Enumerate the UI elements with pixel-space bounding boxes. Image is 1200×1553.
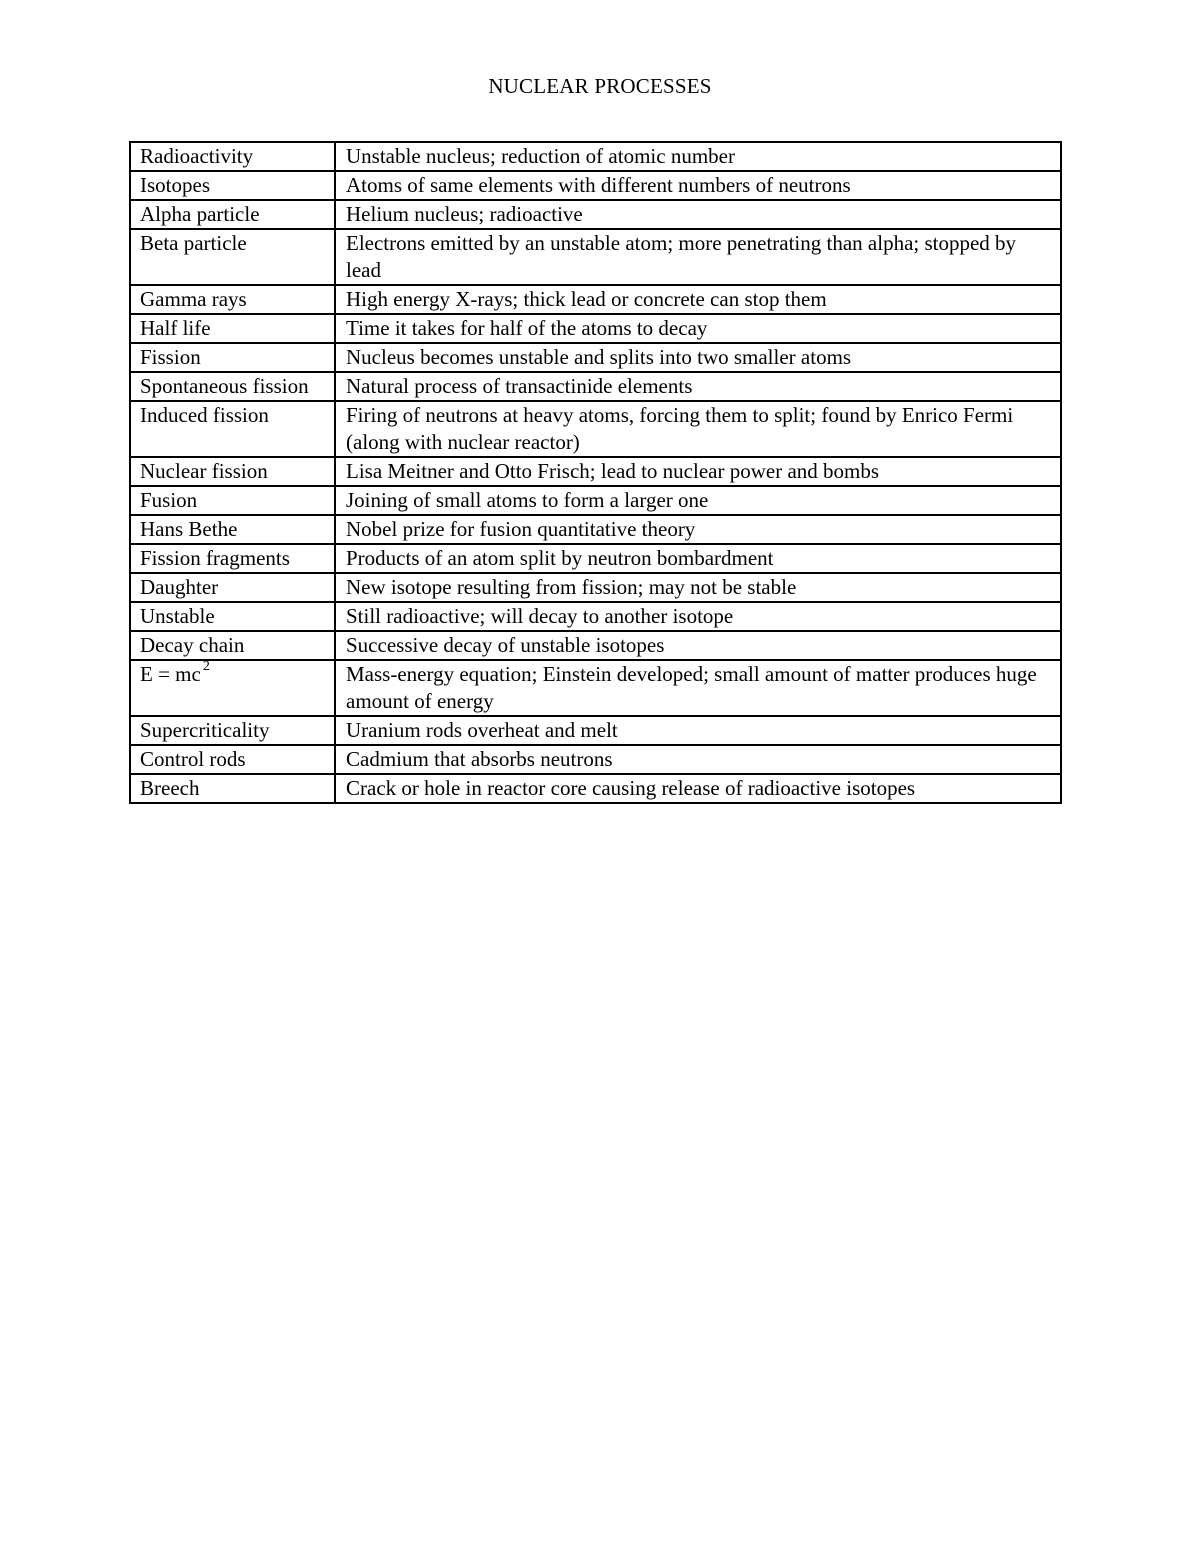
equation-text: E = mc xyxy=(140,662,201,686)
term-cell: Spontaneous fission xyxy=(130,372,335,401)
term-cell: Supercriticality xyxy=(130,716,335,745)
definition-cell: Unstable nucleus; reduction of atomic number xyxy=(335,142,1061,171)
term-cell: Fission fragments xyxy=(130,544,335,573)
definition-cell: Lisa Meitner and Otto Frisch; lead to nuclear power and bombs xyxy=(335,457,1061,486)
term-cell: Nuclear fission xyxy=(130,457,335,486)
table-row xyxy=(130,544,1061,573)
table-row xyxy=(130,515,1061,544)
term-cell: Control rods xyxy=(130,745,335,774)
table-row xyxy=(130,573,1061,602)
term-cell: Half life xyxy=(130,314,335,343)
table-row xyxy=(130,457,1061,486)
definition-cell: Still radioactive; will decay to another isotope xyxy=(335,602,1061,631)
definition-cell: Helium nucleus; radioactive xyxy=(335,200,1061,229)
term-cell: Beta particle xyxy=(130,229,335,285)
table-row xyxy=(130,716,1061,745)
term-cell: Fission xyxy=(130,343,335,372)
definition-cell: Nobel prize for fusion quantitative theory xyxy=(335,515,1061,544)
definition-cell: Firing of neutrons at heavy atoms, forcing them to split; found by Enrico Fermi (along with nuclear reactor) xyxy=(335,401,1061,457)
table-row xyxy=(130,486,1061,515)
term-cell: Radioactivity xyxy=(130,142,335,171)
table-row xyxy=(130,343,1061,372)
table-row xyxy=(130,602,1061,631)
term-cell: Induced fission xyxy=(130,401,335,457)
definition-cell: Successive decay of unstable isotopes xyxy=(335,631,1061,660)
term-cell: Decay chain xyxy=(130,631,335,660)
equation-exponent: 2 xyxy=(202,659,210,674)
page-title: NUCLEAR PROCESSES xyxy=(488,74,712,98)
terms-table xyxy=(129,141,1062,804)
table-row xyxy=(130,142,1061,171)
table-row xyxy=(130,774,1061,803)
definition-cell: Cadmium that absorbs neutrons xyxy=(335,745,1061,774)
term-cell xyxy=(130,660,335,716)
table-row xyxy=(130,314,1061,343)
term-cell: Hans Bethe xyxy=(130,515,335,544)
table-row xyxy=(130,660,1061,716)
definition-cell: Electrons emitted by an unstable atom; more penetrating than alpha; stopped by lead xyxy=(335,229,1061,285)
definition-cell: Nucleus becomes unstable and splits into two smaller atoms xyxy=(335,343,1061,372)
term-cell: Alpha particle xyxy=(130,200,335,229)
table-row xyxy=(130,171,1061,200)
definition-cell: High energy X-rays; thick lead or concrete can stop them xyxy=(335,285,1061,314)
definition-cell: Products of an atom split by neutron bombardment xyxy=(335,544,1061,573)
definition-cell: Uranium rods overheat and melt xyxy=(335,716,1061,745)
definition-cell: Natural process of transactinide elements xyxy=(335,372,1061,401)
table-row xyxy=(130,372,1061,401)
definition-cell: Mass-energy equation; Einstein developed; small amount of matter produces huge amount of energy xyxy=(335,660,1061,716)
table-row xyxy=(130,200,1061,229)
table-row xyxy=(130,745,1061,774)
table-row xyxy=(130,631,1061,660)
table-row xyxy=(130,285,1061,314)
table-row xyxy=(130,229,1061,285)
term-cell: Breech xyxy=(130,774,335,803)
term-cell: Daughter xyxy=(130,573,335,602)
term-cell: Gamma rays xyxy=(130,285,335,314)
term-cell: Isotopes xyxy=(130,171,335,200)
definition-cell: New isotope resulting from fission; may not be stable xyxy=(335,573,1061,602)
definition-cell: Joining of small atoms to form a larger one xyxy=(335,486,1061,515)
definition-cell: Crack or hole in reactor core causing release of radioactive isotopes xyxy=(335,774,1061,803)
term-cell: Fusion xyxy=(130,486,335,515)
term-cell: Unstable xyxy=(130,602,335,631)
definition-cell: Atoms of same elements with different numbers of neutrons xyxy=(335,171,1061,200)
table-row xyxy=(130,401,1061,457)
definition-cell: Time it takes for half of the atoms to decay xyxy=(335,314,1061,343)
